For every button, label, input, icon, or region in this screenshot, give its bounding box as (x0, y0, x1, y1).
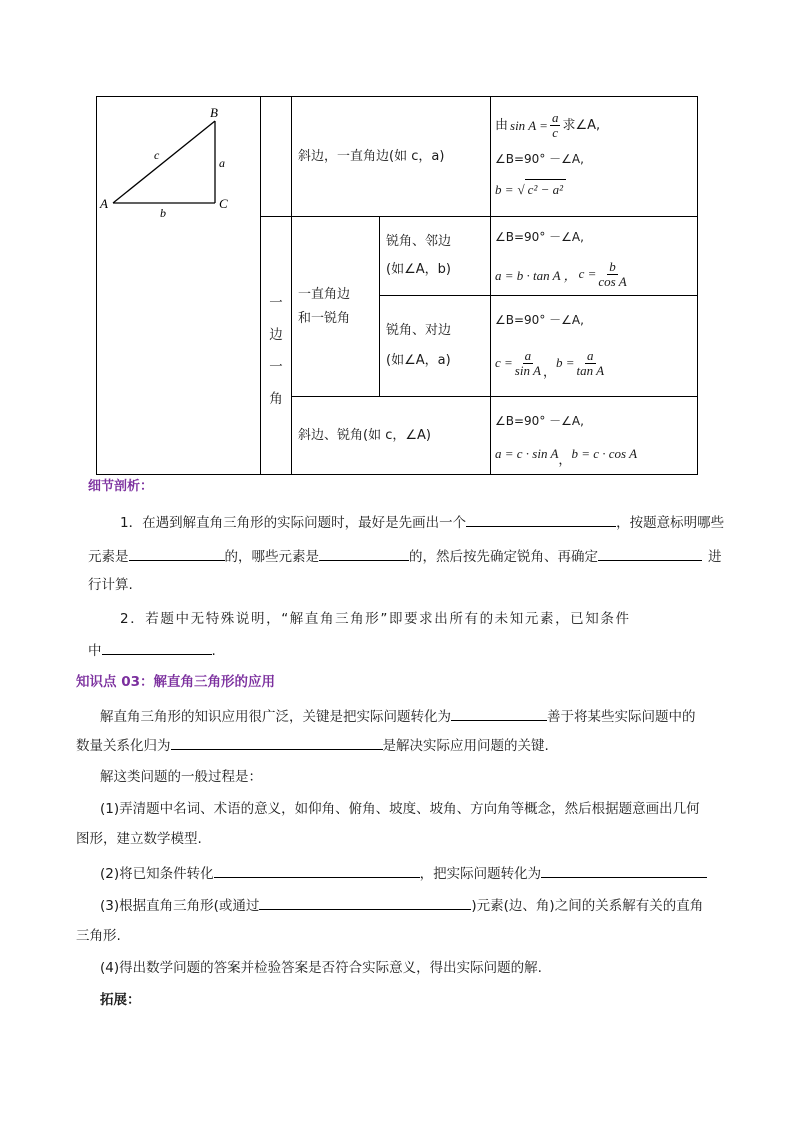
row1-sol-line2: ∠B=90° －∠A, (495, 151, 584, 166)
row2-known-line1: 锐角、邻边 (386, 234, 452, 249)
vertex-a-label: A (100, 196, 108, 211)
kp-heading: 知识点 03：解直角三角形的应用 (76, 674, 275, 690)
group-label-1: 一 (269, 294, 283, 311)
blank-10 (259, 894, 471, 910)
detail-p2-line1: 2．若题中无特殊说明，“解直角三角形”即要求出所有的未知元素，已知条件 (120, 611, 631, 627)
sub-label-line2: 和一锐角 (298, 310, 351, 326)
blank-7 (171, 734, 383, 750)
a-over-c-fraction: $\frac{a}{c}$ (551, 110, 559, 140)
detail-p2-line2: 中 . (88, 639, 216, 661)
row2-sol-line1: ∠B=90° －∠A, (495, 230, 584, 244)
blank-1 (466, 511, 616, 527)
kp-step2: (2)将已知条件转化 ，把实际问题转化为 (100, 862, 707, 884)
vertex-c-label: C (219, 196, 228, 211)
row4-known: 斜边、锐角(如 c，∠A) (298, 427, 431, 443)
blank-8 (214, 862, 420, 878)
kp-intro-line2: 数量关系化归为 是解决实际应用问题的关键. (76, 734, 549, 756)
row4-solution-cell (491, 397, 698, 475)
kp-general: 解这类问题的一般过程是： (100, 769, 262, 785)
sub-label-line1: 一直角边 (298, 286, 351, 302)
side-c-label: c (154, 148, 160, 162)
kp-extension: 拓展： (100, 992, 141, 1008)
row4-sol-line2: a = c · sin A ， b = c · cos A (495, 445, 638, 467)
b-over-cos-fraction: $\frac{b}{\text{cos A}}$ (598, 258, 627, 289)
row2-sol-line2: a = b · tan A ， c = $\frac{b}{\text{cos A}}$ (495, 258, 627, 289)
row4-known-cell (292, 397, 491, 475)
vertex-b-label: B (210, 105, 218, 120)
row3-sol-line2: c = $\frac{a}{\text{sin A}}$ ， b = $\frac{a}{\text{tan A}}$ (495, 347, 605, 379)
row2-known-cell (380, 217, 491, 296)
row1-sol-line1: 由 sin A = $\frac{a}{c}$ 求∠A, (495, 110, 601, 140)
row3-sol-line1: ∠B=90° －∠A, (495, 313, 584, 327)
row3-known-cell (380, 296, 491, 397)
a-over-tan-fraction: $\frac{a}{\text{tan A}}$ (576, 347, 605, 378)
detail-p1-line1: 1．在遇到解直角三角形的实际问题时，最好是先画出一个 ，按题意标明哪些 (120, 511, 724, 533)
blank-9 (541, 862, 707, 878)
group-label-2: 边 (269, 326, 283, 343)
row1-known: 斜边，一直角边(如 c，a) (298, 148, 445, 164)
row3-known-line2: (如∠A，a) (386, 353, 451, 368)
side-a-label: a (219, 156, 225, 170)
group-label-cell (261, 217, 292, 475)
kp-step3-line2: 三角形. (76, 928, 121, 944)
row2-known-line2: (如∠A，b) (386, 262, 451, 277)
group-label-4: 角 (269, 390, 283, 407)
detail-p1-line2: 元素是 的，哪些元素是 的，然后按先确定锐角、再确定 进 (88, 545, 722, 567)
detail-heading: 细节剖析： (88, 479, 154, 494)
detail-p1-line3: 行计算. (88, 577, 133, 593)
triangle-figure-cell (97, 97, 261, 475)
row2-solution-cell (491, 217, 698, 296)
side-b-label: b (160, 206, 166, 220)
kp-step3-line1: (3)根据直角三角形(或通过 )元素(边、角)之间的关系解有关的直角 (100, 894, 703, 916)
right-triangle-diagram (97, 97, 260, 475)
a-over-sin-fraction: $\frac{a}{\text{sin A}}$ (514, 347, 541, 378)
blank-5 (102, 639, 212, 655)
row4-sol-line1: ∠B=90° －∠A, (495, 413, 584, 428)
kp-step1-line2: 图形，建立数学模型. (76, 831, 202, 847)
row1-known-cell (292, 97, 491, 217)
row3-solution-cell (491, 296, 698, 397)
kp-step4: (4)得出数学问题的答案并检验答案是否符合实际意义，得出实际问题的解. (100, 960, 542, 976)
row1-sol-line3: b = √ c² − a² (495, 175, 697, 205)
kp-intro-line1: 解直角三角形的知识应用很广泛，关键是把实际问题转化为 善于将某些实际问题中的 (100, 705, 696, 727)
group-label-3: 一 (269, 358, 283, 375)
blank-3 (319, 545, 409, 561)
kp-step1-line1: (1)弄清题中名词、术语的意义，如仰角、俯角、坡度、坡角、方向角等概念，然后根据题意画出几何 (100, 801, 700, 817)
sqrt-symbol: √ (517, 181, 525, 197)
blank-2 (129, 545, 225, 561)
row3-known-line1: 锐角、对边 (386, 323, 452, 338)
solution-table (96, 96, 698, 475)
row1-solution-cell (491, 97, 698, 217)
empty-group-cell (261, 97, 292, 217)
blank-6 (451, 705, 547, 721)
sub-label-cell (292, 217, 380, 397)
blank-4 (598, 545, 702, 561)
